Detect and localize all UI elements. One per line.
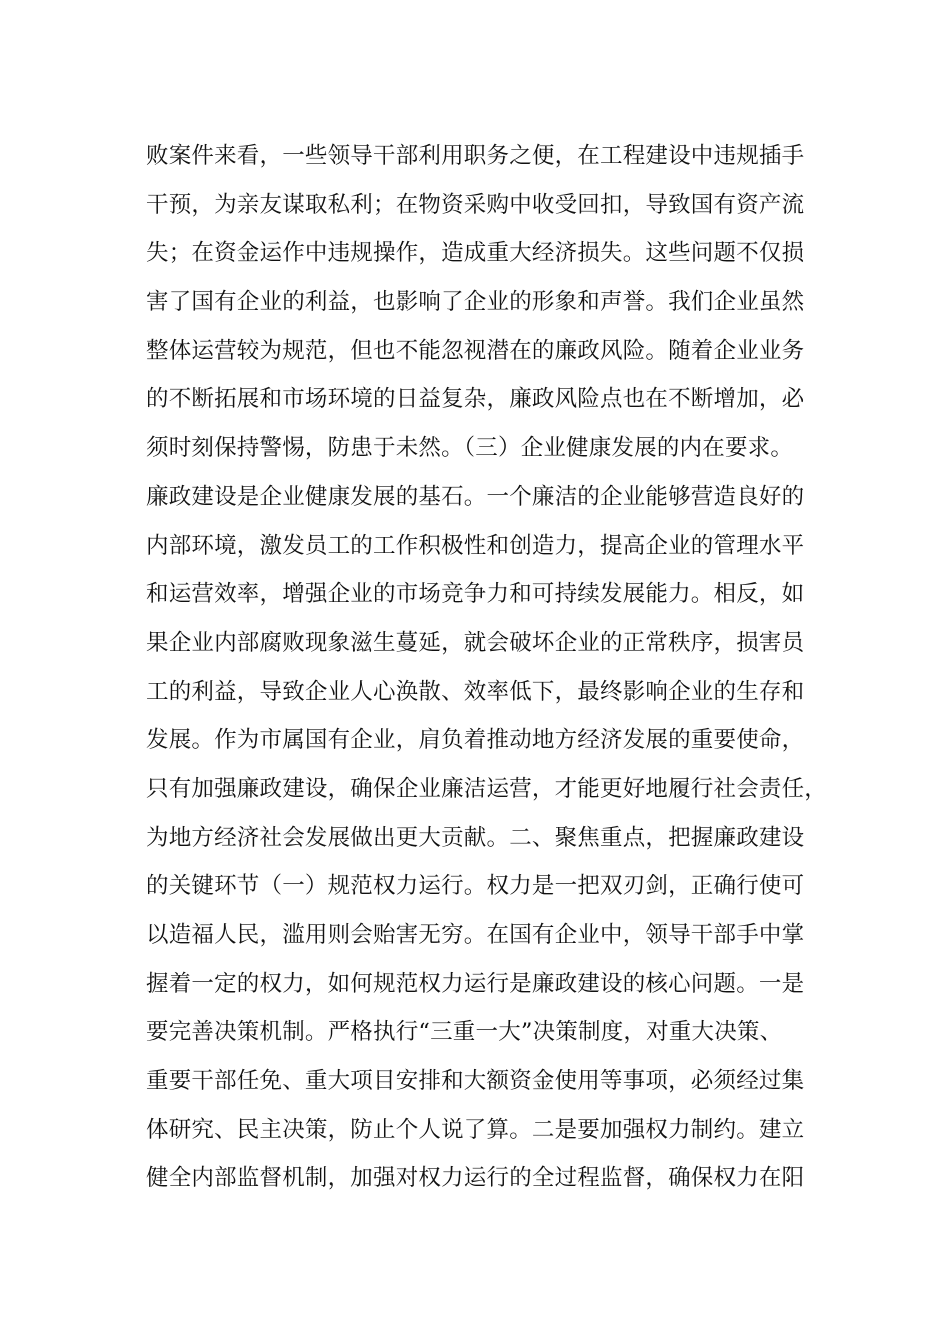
text-line: 只有加强廉政建设，确保企业廉洁运营，才能更好地履行社会责任， — [146, 775, 828, 802]
text-line: 健全内部监督机制，加强对权力运行的全过程监督，确保权力在阳 — [146, 1165, 805, 1192]
text-line: 整体运营较为规范，但也不能忽视潜在的廉政风险。随着企业业务 — [146, 337, 805, 364]
text-line: 体研究、民主决策，防止个人说了算。二是要加强权力制约。建立 — [146, 1116, 805, 1143]
text-line: 发展。作为市属国有企业，肩负着推动地方经济发展的重要使命， — [146, 727, 805, 754]
text-line: 工的利益，导致企业人心涣散、效率低下，最终影响企业的生存和 — [146, 678, 805, 705]
text-line: 重要干部任免、重大项目安排和大额资金使用等事项，必须经过集 — [146, 1068, 805, 1095]
text-line: 内部环境，激发员工的工作积极性和创造力，提高企业的管理水平 — [146, 532, 805, 559]
text-line: 失；在资金运作中违规操作，造成重大经济损失。这些问题不仅损 — [146, 240, 805, 267]
text-line: 果企业内部腐败现象滋生蔓延，就会破坏企业的正常秩序，损害员 — [146, 629, 805, 656]
text-line: 以造福人民，滥用则会贻害无穷。在国有企业中，领导干部手中掌 — [146, 922, 805, 948]
text-line: 为地方经济社会发展做出更大贡献。二、聚焦重点，把握廉政建设 — [146, 824, 805, 851]
text-line: 的不断拓展和市场环境的日益复杂，廉政风险点也在不断增加，必 — [146, 386, 805, 413]
text-line: 要完善决策机制。严格执行“三重一大”决策制度，对重大决策、 — [146, 1019, 783, 1046]
text-line: 和运营效率，增强企业的市场竞争力和可持续发展能力。相反，如 — [146, 581, 805, 608]
text-line: 的关键环节（一）规范权力运行。权力是一把双刃剑，正确行使可 — [146, 873, 805, 900]
text-line: 握着一定的权力，如何规范权力运行是廉政建设的核心问题。一是 — [146, 970, 805, 997]
body-text — [146, 132, 826, 1203]
text-line: 廉政建设是企业健康发展的基石。一个廉洁的企业能够营造良好的 — [146, 483, 805, 510]
text-line: 须时刻保持警惕，防患于未然。（三）企业健康发展的内在要求。 — [146, 435, 794, 462]
text-line: 败案件来看，一些领导干部利用职务之便，在工程建设中违规插手 — [146, 143, 805, 169]
text-line: 害了国有企业的利益，也影响了企业的形象和声誉。我们企业虽然 — [146, 289, 805, 316]
text-line: 干预，为亲友谋取私利；在物资采购中收受回扣，导致国有资产流 — [146, 191, 805, 218]
